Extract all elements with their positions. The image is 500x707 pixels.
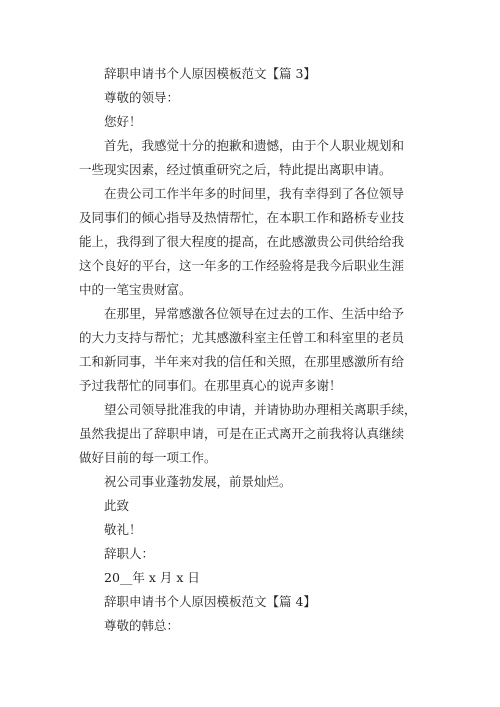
greeting: 您好！ bbox=[104, 114, 142, 129]
paragraph-4-line-2: 虽然我提出了辞职申请，可是在正式离开之前我将认真继续 bbox=[79, 426, 405, 441]
date-line: 20__年 x 月 x 日 bbox=[104, 570, 200, 585]
paragraph-2-line-5: 中的一笔宝贵财富。 bbox=[79, 282, 192, 297]
salutation: 尊敬的领导： bbox=[104, 90, 180, 105]
paragraph-1-line-2: 一些现实因素，经过慎重研究之后，特此提出离职申请。 bbox=[79, 162, 392, 177]
paragraph-3-line-1: 在那里，异常感激各位领导在过去的工作、生活中给予 bbox=[104, 306, 405, 321]
signer-label: 辞职人： bbox=[104, 546, 155, 561]
paragraph-1-line-1: 首先，我感觉十分的抱歉和遗憾，由于个人职业规划和 bbox=[104, 138, 405, 153]
paragraph-2-line-4: 这个良好的平台，这一年多的工作经验将是我今后职业生涯 bbox=[79, 258, 405, 273]
closing-jing-li: 敬礼！ bbox=[104, 522, 142, 537]
paragraph-2-line-2: 及同事们的倾心指导及热情帮忙，在本职工作和路桥专业技 bbox=[79, 210, 405, 225]
paragraph-3-line-2: 的大力支持与帮忙；尤其感激科室主任曾工和科室里的老员 bbox=[79, 330, 405, 345]
wish-line: 祝公司事业蓬勃发展，前景灿烂。 bbox=[104, 474, 292, 489]
paragraph-3-line-4: 予过我帮忙的同事们。在那里真心的说声多谢！ bbox=[79, 378, 342, 393]
closing-ci-zhi: 此致 bbox=[104, 498, 130, 513]
paragraph-4-line-1: 望公司领导批准我的申请，并请协助办理相关离职手续， bbox=[104, 402, 417, 417]
paragraph-2-line-1: 在贵公司工作半年多的时间里，我有幸得到了各位领导 bbox=[104, 186, 405, 201]
salutation-2: 尊敬的韩总： bbox=[104, 618, 180, 633]
paragraph-3-line-3: 工和新同事，半年来对我的信任和关照，在那里感激所有给 bbox=[79, 354, 405, 369]
section-4-title: 辞职申请书个人原因模板范文【篇 4】 bbox=[104, 594, 316, 609]
section-3-title: 辞职申请书个人原因模板范文【篇 3】 bbox=[104, 66, 316, 81]
paragraph-4-line-3: 做好目前的每一项工作。 bbox=[79, 450, 217, 465]
paragraph-2-line-3: 能上，我得到了很大程度的提高，在此感激贵公司供给给我 bbox=[79, 234, 405, 249]
